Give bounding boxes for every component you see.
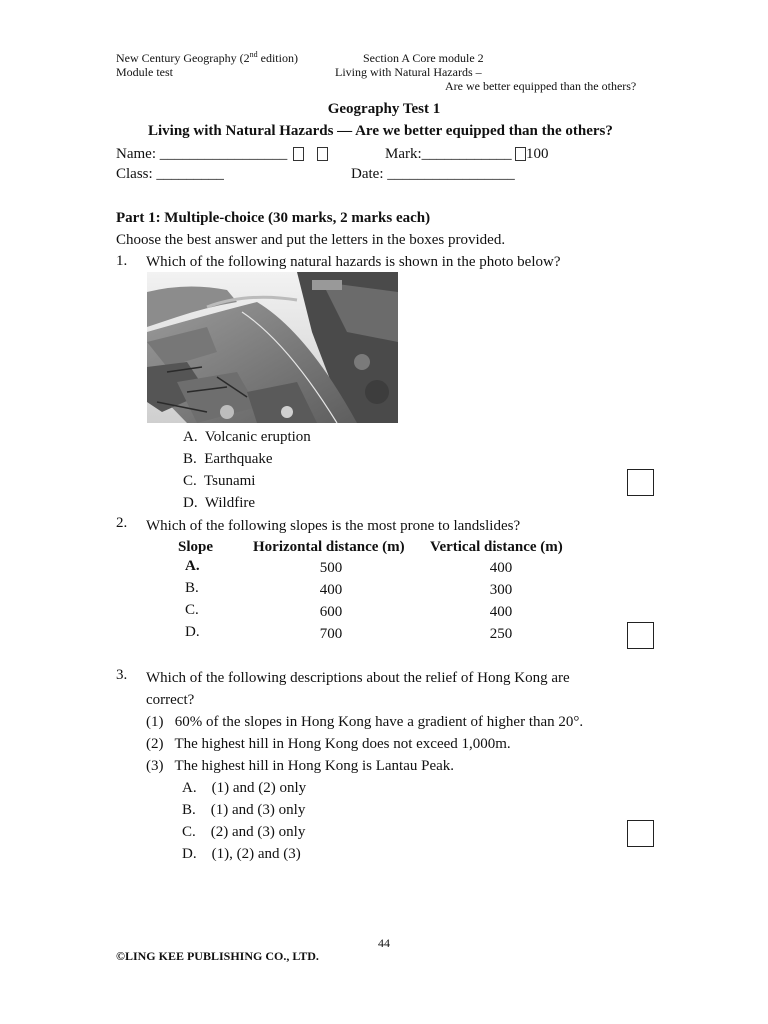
q3-option-c: C. (2) and (3) only [182,824,306,840]
q2-header-slope: Slope [178,539,214,555]
q2-row-slope: D. [185,624,200,640]
placeholder-glyph-icon [515,147,526,161]
q2-row-horizontal: 600 [319,604,343,620]
test-subtitle: Living with Natural Hazards — Are we better equipped than the others? [148,123,613,139]
q3-statement-1: (1) 60% of the slopes in Hong Kong have a gradient of higher than 20°. [146,714,584,730]
earthquake-road-photo [147,272,398,423]
header-book-title: New Century Geography (2nd edition) [116,50,298,65]
q2-row-vertical: 250 [489,626,513,642]
mark-field: Mark:____________ [385,146,512,162]
q2-row-vertical: 400 [489,604,513,620]
q1-text: Which of the following natural hazards is shown in the photo below? [146,254,561,270]
q3-text-line2: correct? [146,692,195,708]
q2-answer-box[interactable] [627,622,654,649]
date-field: Date: _________________ [351,166,515,182]
q2-header-horizontal: Horizontal distance (m) [253,539,405,555]
q3-option-d: D. (1), (2) and (3) [182,846,301,862]
header-topic-line2: Are we better equipped than the others? [445,79,637,93]
part1-heading: Part 1: Multiple-choice (30 marks, 2 marks each) [116,210,431,226]
q1-number: 1. [116,253,128,269]
q2-row-slope: B. [185,580,199,596]
page-number: 44 [378,936,390,950]
q2-header-vertical: Vertical distance (m) [430,539,563,555]
name-field: Name: _________________ [116,146,288,162]
copyright: ©LING KEE PUBLISHING CO., LTD. [116,949,319,963]
q2-row-vertical: 400 [489,560,513,576]
header-module-test: Module test [116,65,173,79]
q1-option-a: A. Volcanic eruption [183,429,311,445]
q3-number: 3. [116,667,128,683]
q1-option-b: B. Earthquake [183,451,273,467]
q1-option-d: D. Wildfire [183,495,256,511]
mark-total: 100 [526,146,549,162]
q3-option-b: B. (1) and (3) only [182,802,306,818]
q3-option-a: A. (1) and (2) only [182,780,307,796]
q1-answer-box[interactable] [627,469,654,496]
class-field: Class: _________ [116,166,224,182]
q2-row-slope: A. [185,558,200,574]
q2-row-vertical: 300 [489,582,513,598]
q2-row-horizontal: 400 [319,582,343,598]
header-section: Section A Core module 2 [363,51,484,65]
placeholder-glyph-icon [293,147,304,161]
q2-row-horizontal: 500 [319,560,343,576]
q2-row-horizontal: 700 [319,626,343,642]
placeholder-glyph-icon [317,147,328,161]
q1-option-c: C. Tsunami [183,473,256,489]
q3-statement-2: (2) The highest hill in Hong Kong does not exceed 1,000m. [146,736,511,752]
test-title: Geography Test 1 [327,101,441,117]
q3-text-line1: Which of the following descriptions about the relief of Hong Kong are [146,670,570,686]
q2-number: 2. [116,515,128,531]
q3-statement-3: (3) The highest hill in Hong Kong is Lantau Peak. [146,758,455,774]
header-topic-line1: Living with Natural Hazards – [335,65,482,79]
part1-instruction: Choose the best answer and put the letters in the boxes provided. [116,232,506,248]
q2-row-slope: C. [185,602,199,618]
q3-answer-box[interactable] [627,820,654,847]
q2-text: Which of the following slopes is the most prone to landslides? [146,518,521,534]
